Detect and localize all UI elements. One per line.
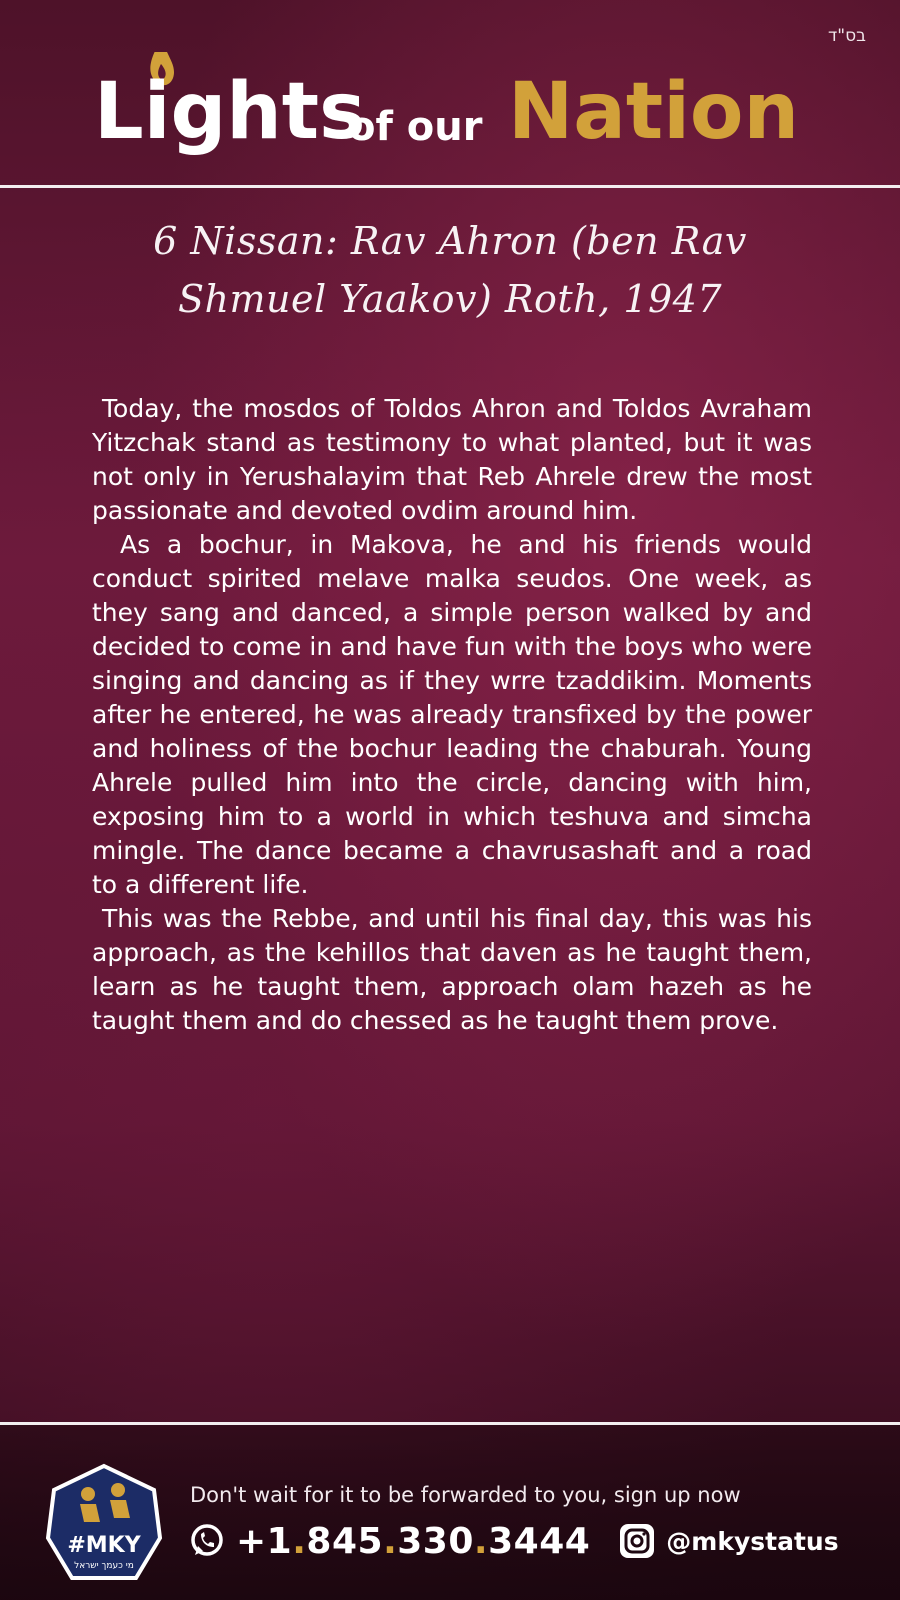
header-divider — [0, 185, 900, 188]
logo-nation: Nation — [508, 67, 800, 157]
phone-part-2: 845 — [306, 1520, 384, 1562]
phone-dot-2: . — [383, 1520, 398, 1562]
mky-logo-icon — [40, 1460, 168, 1588]
paragraph-1: Today, the mosdos of Toldos Ahron and Toldos Avraham Yitzchak stand as testimony to what planted, but it was not only in Yerushalayim that Reb Ahrele drew the most passionate and devoted ovdim around him. — [92, 394, 812, 525]
signup-tagline: Don't wait for it to be forwarded to you, sign up now — [190, 1483, 741, 1507]
title-line-2: Shmuel Yaakov) Roth, 1947 — [177, 277, 723, 321]
paragraph-3: This was the Rebbe, and until his final day, this was his approach, as the kehillos that daven as he taught them, learn as he taught them, approach olam hazeh as he taught them and do chessed as he taught them prove. — [92, 904, 812, 1035]
whatsapp-icon[interactable] — [188, 1522, 226, 1560]
contact-row — [188, 1518, 839, 1564]
instagram-handle[interactable]: @mkystatus — [666, 1526, 839, 1556]
article-body — [92, 392, 812, 1038]
title-line-1: 6 Nissan: Rav Ahron (ben Rav — [153, 219, 747, 263]
logo-of-our: of our — [348, 104, 483, 150]
phone-number[interactable] — [236, 1521, 590, 1562]
footer — [0, 1425, 900, 1600]
page-title — [60, 212, 840, 328]
logo — [0, 52, 900, 172]
bsd-label: בס"ד — [828, 26, 866, 46]
paragraph-2: As a bochur, in Makova, he and his friends would conduct spirited melave malka seudos. One week, as they sang and danced, a simple person walked by and decided to come in and have fun with the boys who were singing and dancing as if they wrre tzaddikim. Moments after he entered, he was already transfixed by the power and holiness of the bochur leading the chaburah. Young Ahrele pulled him into the circle, dancing with him, exposing him to a world in which teshuva and simcha mingle. The dance became a chavrusashaft and a road to a different life. — [92, 530, 812, 899]
phone-part-4: 3444 — [488, 1520, 591, 1562]
badge-text: #MKY — [67, 1533, 141, 1558]
badge-subtext: מי כעמך ישראל — [74, 1561, 134, 1571]
phone-dot-3: . — [473, 1520, 489, 1562]
instagram-icon[interactable] — [618, 1522, 656, 1560]
logo-lights: Lights — [94, 67, 366, 157]
phone-dot-1: . — [292, 1520, 307, 1562]
phone-part-1: +1 — [236, 1520, 293, 1562]
phone-part-3: 330 — [397, 1520, 474, 1562]
